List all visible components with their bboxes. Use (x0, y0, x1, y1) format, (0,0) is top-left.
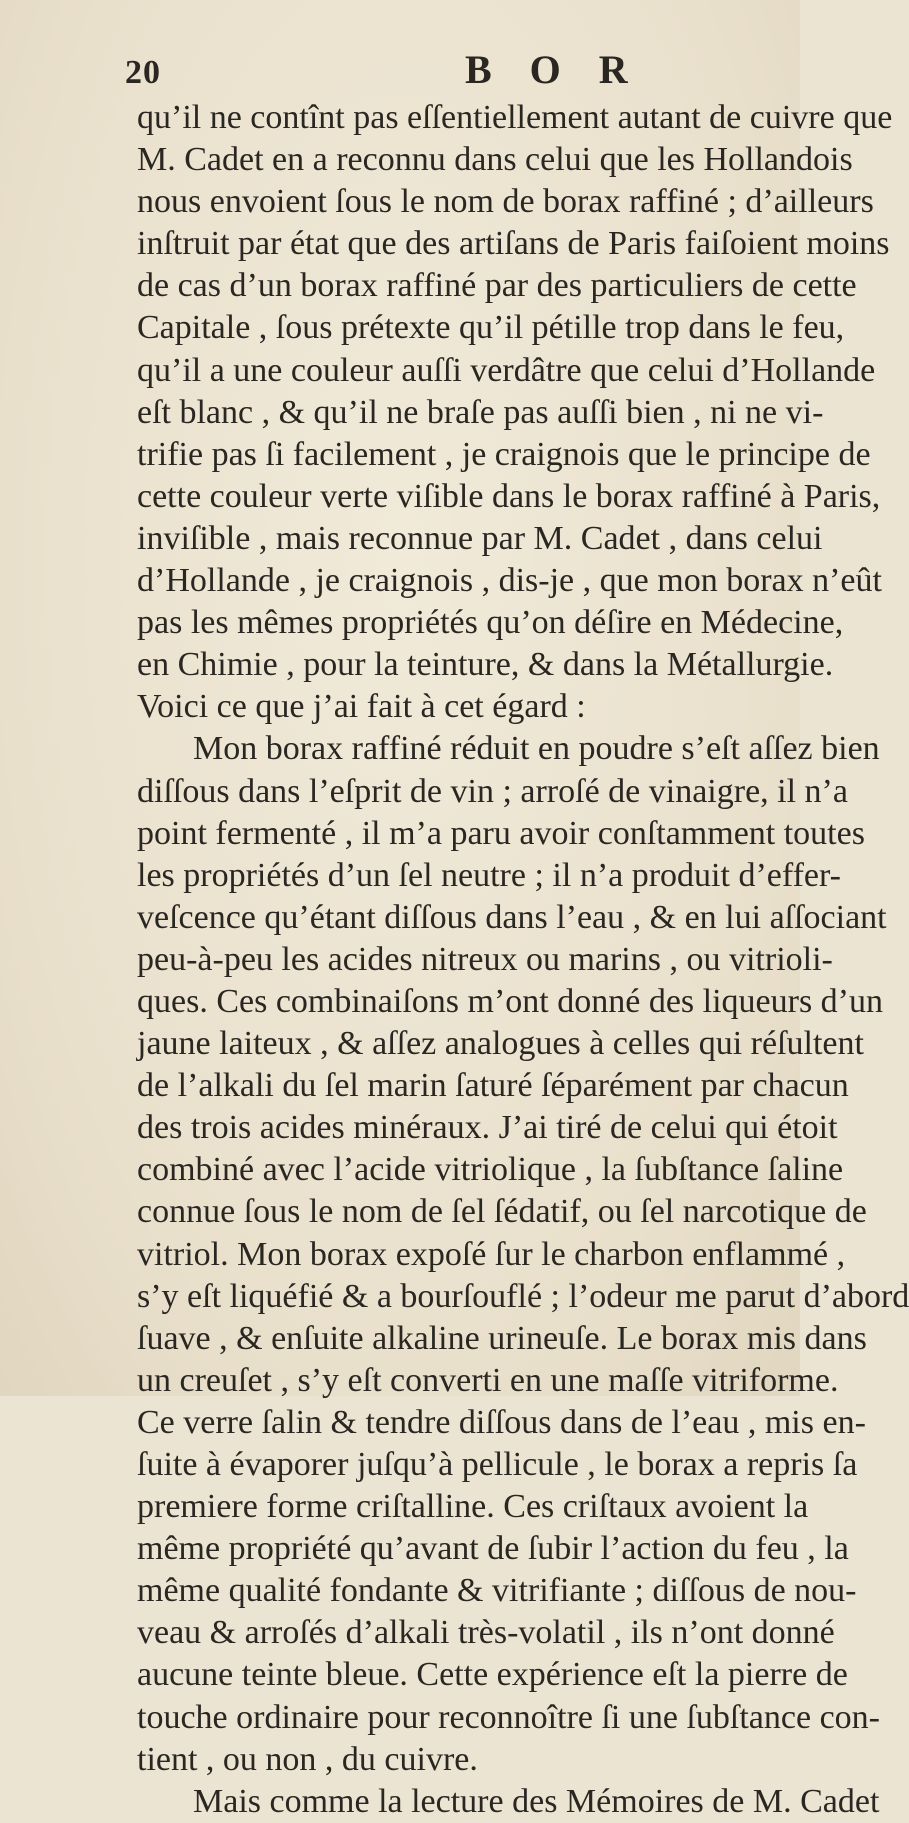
text-line: M. Cadet en a reconnu dans celui que les Hollandois (137, 141, 853, 179)
text-line: qu’il a une couleur auſſi verdâtre que celui d’Hollande (137, 351, 876, 389)
text-line: même qualité fondante & vitrifiante ; diſſous de nou- (137, 1572, 857, 1610)
text-line: inſtruit par état que des artiſans de Paris faiſoient moins (137, 225, 890, 263)
text-line: premiere forme criſtalline. Ces criſtaux avoient la (137, 1488, 809, 1526)
text-line: eſt blanc , & qu’il ne braſe pas auſſi bien , ni ne vi- (137, 393, 824, 431)
text-line: un creuſet , s’y eſt converti en une maſſe vitriforme. (137, 1361, 839, 1399)
text-line: ſuave , & enſuite alkaline urineuſe. Le borax mis dans (137, 1319, 867, 1357)
running-head (125, 44, 775, 92)
paragraph-first-line: Mais comme la lecture des Mémoires de M. Cadet (193, 1782, 880, 1820)
text-line: veſcence qu’étant diſſous dans l’eau , & en lui aſſociant (137, 898, 887, 936)
text-line: d’Hollande , je craignois , dis-je , que mon borax n’eût (137, 562, 882, 600)
text-line: ſuite à évaporer juſqu’à pellicule , le borax a repris ſa (137, 1446, 858, 1483)
text-line: vitriol. Mon borax expoſé ſur le charbon enflammé , (137, 1235, 846, 1273)
text-line: s’y eſt liquéfié & a bourſouflé ; l’odeur me parut d’abord (137, 1277, 909, 1315)
text-line: ques. Ces combinaiſons m’ont donné des liqueurs d’un (137, 982, 884, 1020)
text-line: touche ordinaire pour reconnoître ſi une ſubſtance con- (137, 1698, 880, 1736)
text-line: connue ſous le nom de ſel ſédatif, ou ſel narcotique de (137, 1193, 867, 1231)
text-line: même propriété qu’avant de ſubir l’action du feu , la (137, 1530, 849, 1568)
text-line: Capitale , ſous prétexte qu’il pétille trop dans le feu, (137, 309, 845, 347)
text-line: trifie pas ſi facilement , je craignois que le principe de (137, 435, 871, 473)
text-line: les propriétés d’un ſel neutre ; il n’a produit d’effer- (137, 856, 841, 894)
text-line: combiné avec l’acide vitriolique , la ſubſtance ſaline (137, 1151, 844, 1189)
text-line: de cas d’un borax raffiné par des particuliers de cette (137, 267, 857, 305)
paragraph-first-line: Mon borax raffiné réduit en poudre s’eſt aſſez bien (193, 730, 880, 768)
text-line: nous envoient ſous le nom de borax raffiné ; d’ailleurs (137, 183, 874, 221)
page-number: 20 (125, 54, 161, 91)
text-line: veau & arroſés d’alkali très-volatil , ils n’ont donné (137, 1614, 835, 1652)
text-line: inviſible , mais reconnue par M. Cadet , dans celui (137, 519, 823, 557)
text-line: diſſous dans l’eſprit de vin ; arroſé de vinaigre, il n’a (137, 772, 848, 810)
text-line: aucune teinte bleue. Cette expérience eſt la pierre de (137, 1656, 848, 1694)
body-text (137, 97, 909, 1823)
text-line: de l’alkali du ſel marin ſaturé ſéparément par chacun (137, 1067, 849, 1105)
text-line: pas les mêmes propriétés qu’on déſire en Médecine, (137, 604, 844, 642)
text-line: en Chimie , pour la teinture, & dans la Métallurgie. (137, 646, 834, 684)
text-line: des trois acides minéraux. J’ai tiré de celui qui étoit (137, 1109, 838, 1147)
text-line: Voici ce que j’ai fait à cet égard : (137, 688, 586, 726)
text-line: qu’il ne contînt pas eſſentiellement autant de cuivre que (137, 99, 893, 136)
text-line: Ce verre ſalin & tendre diſſous dans de l’eau , mis en- (137, 1403, 866, 1441)
text-line: jaune laiteux , & aſſez analogues à celles qui réſultent (137, 1025, 864, 1063)
text-line: peu-à-peu les acides nitreux ou marins , ou vitrioli- (137, 940, 833, 978)
running-headword: B O R (465, 47, 642, 92)
text-line: tient , ou non , du cuivre. (137, 1740, 478, 1778)
text-line: point fermenté , il m’a paru avoir conſtamment toutes (137, 814, 865, 852)
text-line: cette couleur verte viſible dans le borax raffiné à Paris, (137, 477, 881, 515)
